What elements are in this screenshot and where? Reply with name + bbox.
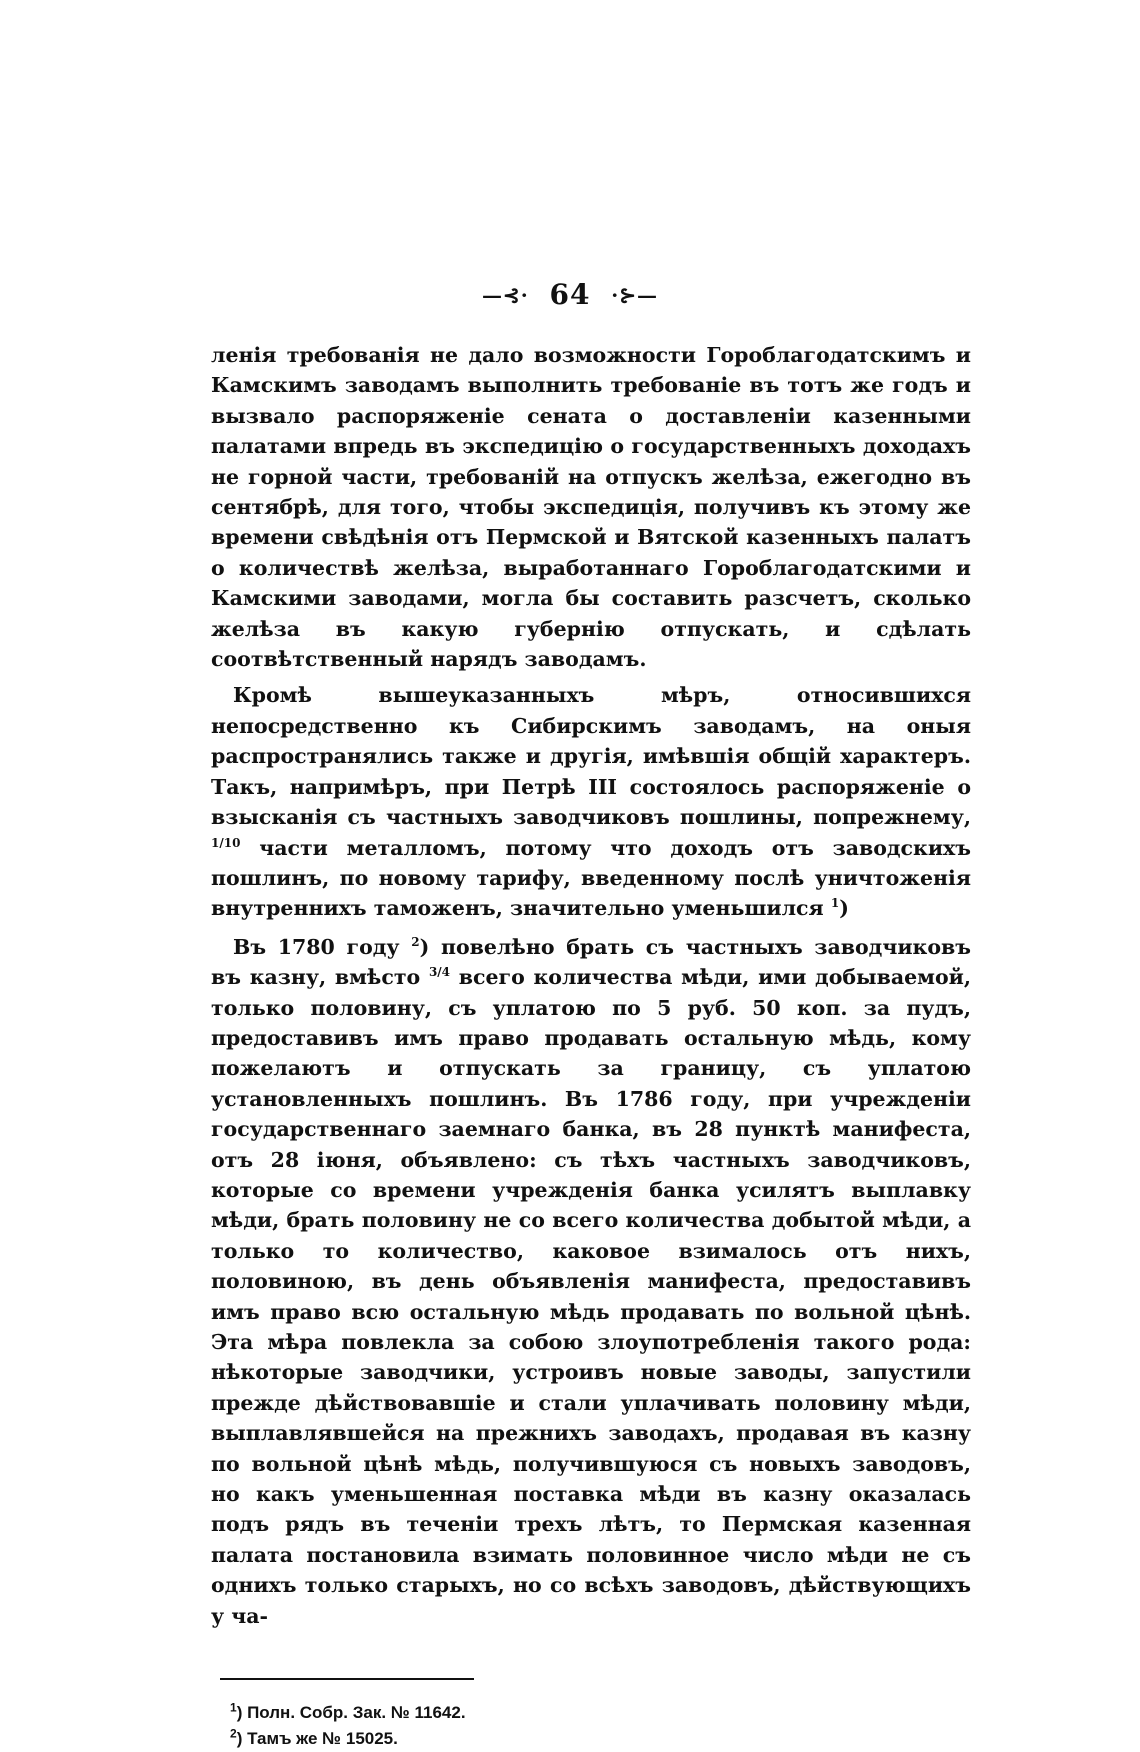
body-text [211,340,971,1631]
paragraph-3-part-a: ) повелѣно брать съ частныхъ заводчиковъ въ казну, вмѣсто [211,934,971,990]
footnote-1-mark: 1 [230,1700,237,1715]
page-header [0,276,1140,311]
fraction-one-tenth: 1/10 [211,835,241,850]
paragraph-3 [211,932,971,1631]
paragraph-1: ленія требованія не дало возможности Гороблагодатскимъ и Камскимъ заводамъ выполнить требованіе въ тотъ же годъ и вызвало распоряженіе сената о доставленіи казенными палатами впредь въ экспедицію о государственныхъ доходахъ не горной части, требованій на отпускъ желѣза, ежегодно въ сентябрѣ, для того, чтобы экспедиція, получивъ къ этому же времени свѣдѣнія отъ Пермской и Вятской казенныхъ палатъ о количествѣ желѣза, выработаннаго Гороблагодатскими и Камскими заводами, могла бы составить разсчетъ, сколько желѣза въ какую губернію отпускать, и сдѣлать соотвѣтственный нарядъ заводамъ. [211,343,971,672]
page-number: 64 [549,278,591,311]
paragraph-2-tail: части металломъ, потому что доходъ отъ заводскихъ пошлинъ, по новому тарифу, введенному послѣ уничтоженія внутреннихъ таможенъ, значительно уменьшился [211,835,971,921]
paragraph-2 [211,680,971,923]
footnote-2-mark: 2 [230,1726,237,1741]
fraction-three-quarters: 3/4 [428,965,451,980]
paragraph-3-lead: Въ 1780 году [233,934,412,959]
footnote-ref-2[interactable]: 2 [411,934,420,949]
footnote-1 [230,1700,630,1726]
paragraph-2-close: ) [839,896,849,921]
footnote-divider [220,1678,474,1680]
paragraph-2-text: Кромѣ вышеуказанныхъ мѣръ, относившихся непосредственно къ Сибирскимъ заводамъ, на оныя распространялись также и другія, имѣвшія общій характеръ. Такъ, напримѣръ, при Петрѣ III состоялось распоряженіе о взысканія съ частныхъ заводчиковъ пошлины, попрежнему, [211,683,971,830]
footnote-2 [230,1726,630,1752]
footnote-2-text: ) Тамъ же № 15025. [236,1729,398,1748]
footnote-1-text: ) Полн. Собр. Зак. № 11642. [236,1703,466,1722]
right-ornament-icon: ·⊱— [611,282,658,307]
paragraph-3-part-b: всего количества мѣди, ими добываемой, только половину, съ уплатою по 5 руб. 50 коп. за пудъ, предоставивъ имъ право продавать остальную мѣдь, кому пожелаютъ и отпускать за границу, съ уплатою установленныхъ пошлинъ. Въ 1786 году, при учрежденіи государственнаго заемнаго банка, въ 28 пунктѣ манифеста, отъ 28 іюня, объявлено: съ тѣхъ частныхъ заводчиковъ, которые со времени учрежденія банка усилятъ выплавку мѣди, брать половину не со всего количества добытой мѣди, а только то количество, каковое взималось отъ нихъ, половиною, въ день объявленія манифеста, предоставивъ имъ право всю остальную мѣдь продавать по вольной цѣнѣ. Эта мѣра повлекла за собою злоупотребленія такого рода: нѣкоторые заводчики, устроивъ новые заводы, запустили прежде дѣйствовавшіе и стали уплачивать половину мѣди, выплавлявшейся на прежнихъ заводахъ, продавая въ казну по вольной цѣнѣ мѣдь, получившуюся съ новыхъ заводовъ, но какъ уменьшенная поставка мѣди въ казну оказалась подъ рядъ въ теченіи трехъ лѣтъ, то Пермская казенная палата постановила взимать половинное число мѣди не съ однихъ только старыхъ, но со всѣхъ заводовъ, дѣйствующихъ у ча- [211,965,971,1628]
footnotes [230,1700,630,1752]
footnote-ref-1[interactable]: 1 [830,896,840,911]
left-ornament-icon: —⊰· [482,282,529,307]
